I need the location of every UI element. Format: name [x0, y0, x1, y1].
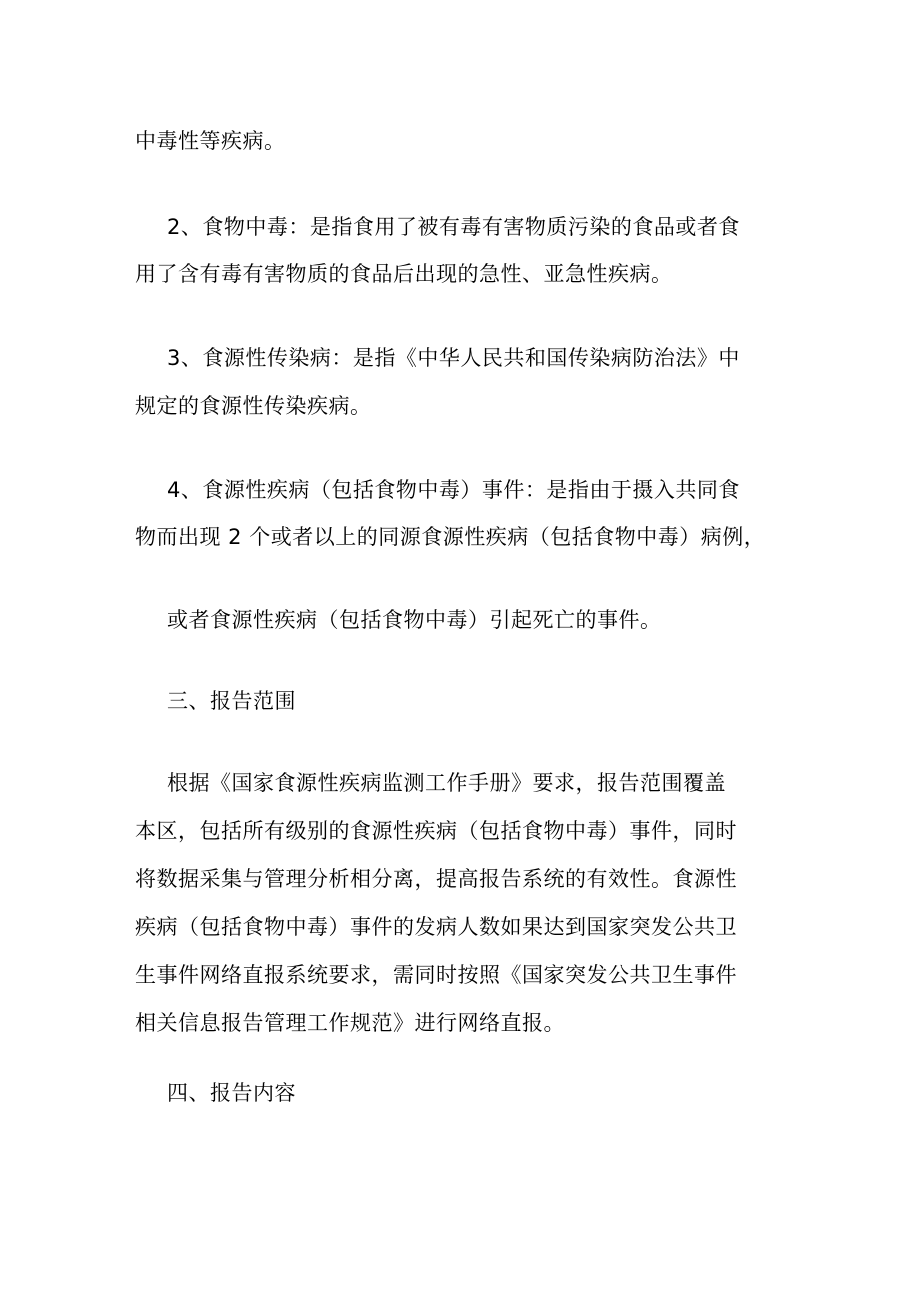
- scope-paragraph-line-3: 将数据采集与管理分析相分离，提高报告系统的有效性。食源性: [135, 867, 737, 891]
- scope-paragraph-line-5: 生事件网络直报系统要求，需同时按照《国家突发公共卫生事件: [135, 963, 737, 987]
- definition-2-line-2: 用了含有毒有害物质的食品后出现的急性、亚急性疾病。: [135, 262, 673, 286]
- scope-paragraph-line-2: 本区，包括所有级别的食源性疾病（包括食物中毒）事件，同时: [135, 819, 737, 843]
- definition-2-line-1: 2、食物中毒：是指食用了被有毒有害物质污染的食品或者食: [167, 215, 740, 239]
- definition-3-line-1: 3、食源性传染病：是指《中华人民共和国传染病防治法》中: [167, 346, 740, 370]
- section-heading-report-content: 四、报告内容: [167, 1081, 296, 1105]
- paragraph-1-line-1: 中毒性等疾病。: [135, 129, 286, 153]
- scope-paragraph-line-6: 相关信息报告管理工作规范》进行网络直报。: [135, 1011, 565, 1035]
- section-heading-report-scope: 三、报告范围: [167, 689, 296, 713]
- definition-4-line-2: 物而出现 2 个或者以上的同源食源性疾病（包括食物中毒）病例，: [135, 525, 766, 549]
- scope-paragraph-line-1: 根据《国家食源性疾病监测工作手册》要求，报告范围覆盖: [167, 771, 726, 795]
- definition-3-line-2: 规定的食源性传染疾病。: [135, 394, 372, 418]
- scope-paragraph-line-4: 疾病（包括食物中毒）事件的发病人数如果达到国家突发公共卫: [135, 915, 737, 939]
- definition-4-line-3: 或者食源性疾病（包括食物中毒）引起死亡的事件。: [167, 608, 662, 632]
- definition-4-line-1: 4、食源性疾病（包括食物中毒）事件：是指由于摄入共同食: [167, 478, 740, 502]
